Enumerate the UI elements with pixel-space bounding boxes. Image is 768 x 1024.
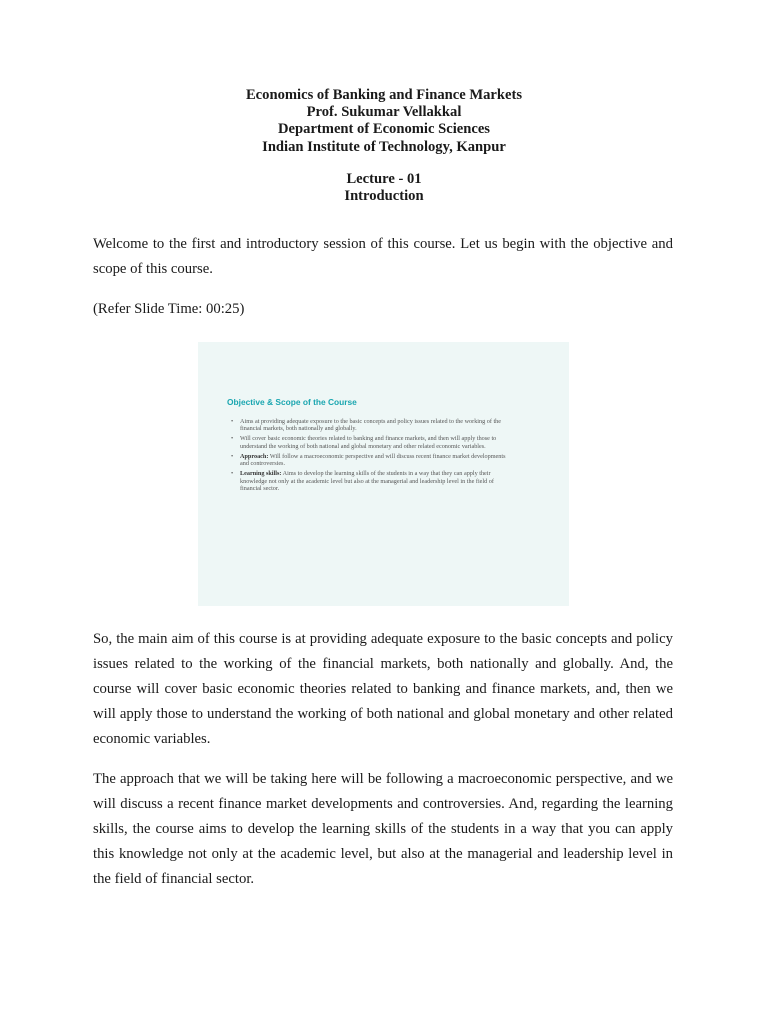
slide-bullet-text: Will cover basic economic theories related to banking and finance markets, and then will apply those to understand the working of both national and global monetary and other related economic variables. [240, 435, 497, 450]
slide-image [198, 342, 569, 606]
lecture-heading [0, 171, 768, 206]
slide-bullet-list [231, 418, 506, 495]
professor-name: Prof. Sukumar Vellakkal [306, 104, 462, 121]
slide-bullet-text: Aims to develop the learning skills of the students in a way that they can apply their knowledge not only at the academic level but also at the managerial and leadership level in the field of financial sector. [240, 470, 494, 493]
slide-bullet-label: Approach: [240, 452, 269, 460]
institute-name: Indian Institute of Technology, Kanpur [262, 138, 506, 155]
refer-slide-time: (Refer Slide Time: 00:25) [93, 301, 245, 317]
lecture-title: Introduction [344, 188, 424, 205]
lecture-number: Lecture - 01 [346, 171, 422, 187]
department-name: Department of Economic Sciences [278, 121, 490, 138]
aim-paragraph: So, the main aim of this course is at providing adequate exposure to the basic concepts and policy issues related to the working of the financial markets, both nationally and globally. And, the course will cover basic economic theories related to banking and finance markets, and, then we will apply those to understand the working of both national and global monetary and other related economic variables. [93, 631, 673, 747]
document-header [0, 87, 768, 156]
intro-paragraph: Welcome to the first and introductory session of this course. Let us begin with the objective and scope of this course. [93, 236, 673, 277]
slide-bullet-text: Aims at providing adequate exposure to the basic concepts and policy issues related to the working of the financial markets, both nationally and globally. [240, 418, 502, 433]
slide-bullet [231, 453, 506, 468]
slide-bullet [231, 470, 506, 492]
slide-bullet-label: Learning skills: [240, 470, 282, 478]
course-title: Economics of Banking and Finance Markets [245, 87, 523, 103]
slide-bullet-text: Will follow a macroeconomic perspective and will discuss recent finance market developments and controversies. [240, 452, 506, 468]
slide-title: Objective & Scope of the Course [227, 397, 357, 407]
approach-paragraph: The approach that we will be taking here will be following a macroeconomic perspective, and we will discuss a recent finance market developments and controversies. And, regarding the learning skills, the course aims to develop the learning skills of the students in a way that you can apply this knowledge not only at the academic level, but also at the managerial and leadership level in the field of financial sector. [93, 771, 673, 887]
slide-bullet [231, 435, 506, 450]
slide-bullet [231, 418, 506, 433]
